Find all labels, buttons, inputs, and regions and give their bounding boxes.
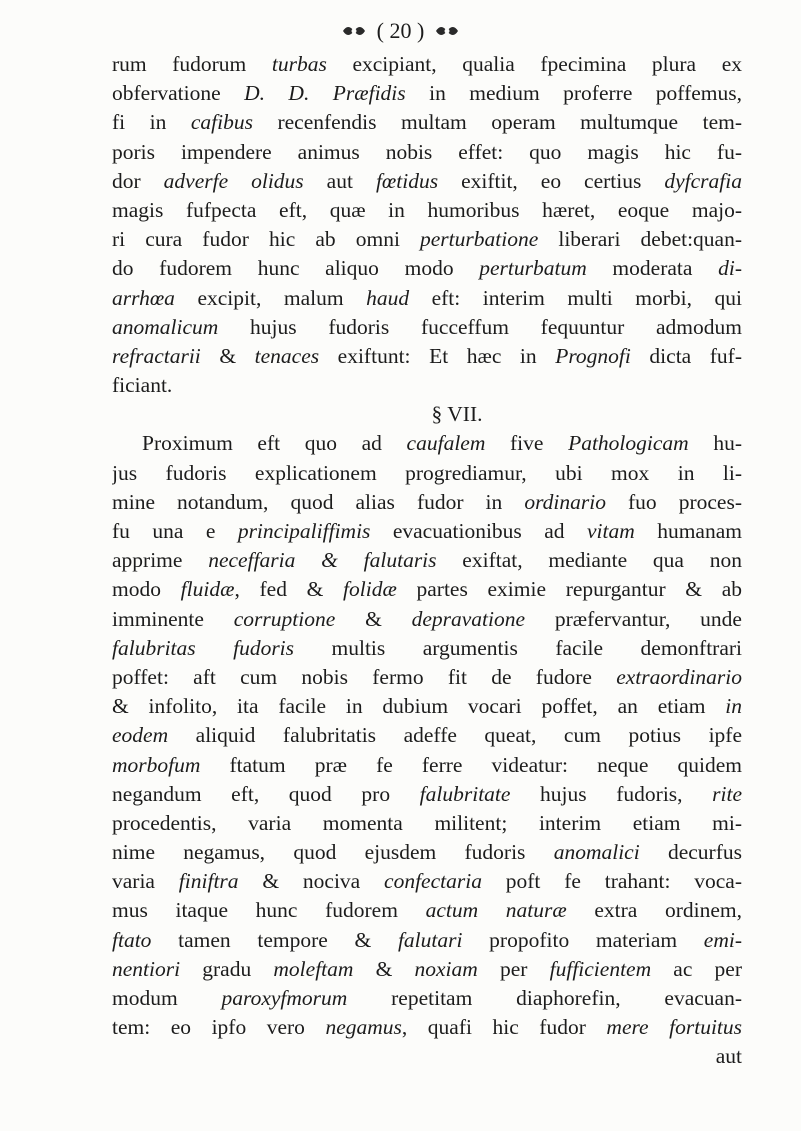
- text-line: procedentis, varia momenta militent; interim etiam mi-: [112, 810, 742, 835]
- page-header: [0, 18, 801, 44]
- text-line: nentiori gradu moleftam & noxiam per fufficientem ac per: [112, 956, 742, 981]
- text-line: morbofum ftatum præ fe ferre videatur: neque quidem: [112, 752, 742, 777]
- paragraph-2: [112, 429, 742, 1042]
- text-line: mine notandum, quod alias fudor in ordinario fuo proces-: [112, 489, 742, 514]
- text-line: varia finiftra & nociva confectaria poft fe trahant: voca-: [112, 869, 742, 894]
- text-line: falubritas fudoris multis argumentis facile demonftrari: [112, 635, 742, 660]
- text-line: anomalicum hujus fudoris fucceffum fequuntur admodum: [112, 314, 742, 339]
- text-line: negandum eft, quod pro falubritate hujus fudoris, rite: [112, 781, 742, 806]
- right-ornament-icon: [434, 21, 460, 41]
- text-line: tem: eo ipfo vero negamus, quafi hic fudor mere fortuitus: [112, 1015, 742, 1040]
- paragraph-1: [112, 50, 742, 400]
- body-text: [112, 50, 742, 1072]
- text-line: ficiant.: [112, 373, 173, 398]
- text-line: poffet: aft cum nobis fermo fit de fudore extraordinario: [112, 664, 742, 689]
- text-line: apprime neceffaria & falutaris exiftat, mediante qua non: [112, 548, 742, 573]
- left-ornament-icon: [341, 21, 367, 41]
- text-line: do fudorem hunc aliquo modo perturbatum moderata di-: [112, 256, 742, 281]
- text-line: magis fufpecta eft, quæ in humoribus hæret, eoque majo-: [112, 197, 742, 222]
- text-line: dor adverfe olidus aut fœtidus exiftit, eo certius dyfcrafia: [112, 168, 742, 193]
- text-line: modum paroxyfmorum repetitam diaphorefin, evacuan-: [112, 986, 742, 1010]
- text-line: rum fudorum turbas excipiant, qualia fpecimina plura ex: [112, 52, 742, 76]
- text-line: nime negamus, quod ejusdem fudoris anomalici decurfus: [112, 840, 742, 865]
- text-line: eodem aliquid falubritatis adeffe queat, cum potius ipfe: [112, 723, 742, 748]
- text-line: fu una e principaliffimis evacuationibus ad vitam humanam: [112, 519, 742, 543]
- text-line: ri cura fudor hic ab omni perturbatione liberari debet:quan-: [112, 227, 742, 252]
- text-line: arrhœa excipit, malum haud eft: interim multi morbi, qui: [112, 285, 742, 310]
- text-line: ftato tamen tempore & falutari propofito materiam emi-: [112, 927, 742, 952]
- text-line: fi in cafibus recenfendis multam operam multumque tem-: [112, 110, 742, 135]
- text-line: refractarii & tenaces exiftunt: Et hæc in Prognofi dicta fuf-: [112, 343, 742, 368]
- catchword: aut: [715, 1044, 742, 1069]
- text-line: jus fudoris explicationem progrediamur, ubi mox in li-: [112, 460, 742, 485]
- text-line: & infolito, ita facile in dubium vocari poffet, an etiam in: [112, 694, 742, 719]
- text-line: poris impendere animus nobis effet: quo magis hic fu-: [112, 139, 742, 164]
- text-line: mus itaque hunc fudorem actum naturæ extra ordinem,: [112, 898, 742, 923]
- text-line: modo fluidæ, fed & folidæ partes eximie repurgantur & ab: [112, 577, 742, 602]
- section-heading: § VII.: [431, 402, 483, 427]
- page-number: ( 20 ): [376, 18, 425, 43]
- text-line: Proximum eft quo ad caufalem five Pathologicam hu-: [142, 431, 742, 456]
- text-line: obfervatione D. D. Præfidis in medium proferre poffemus,: [112, 81, 742, 106]
- text-line: imminente corruptione & depravatione præfervantur, unde: [112, 606, 742, 631]
